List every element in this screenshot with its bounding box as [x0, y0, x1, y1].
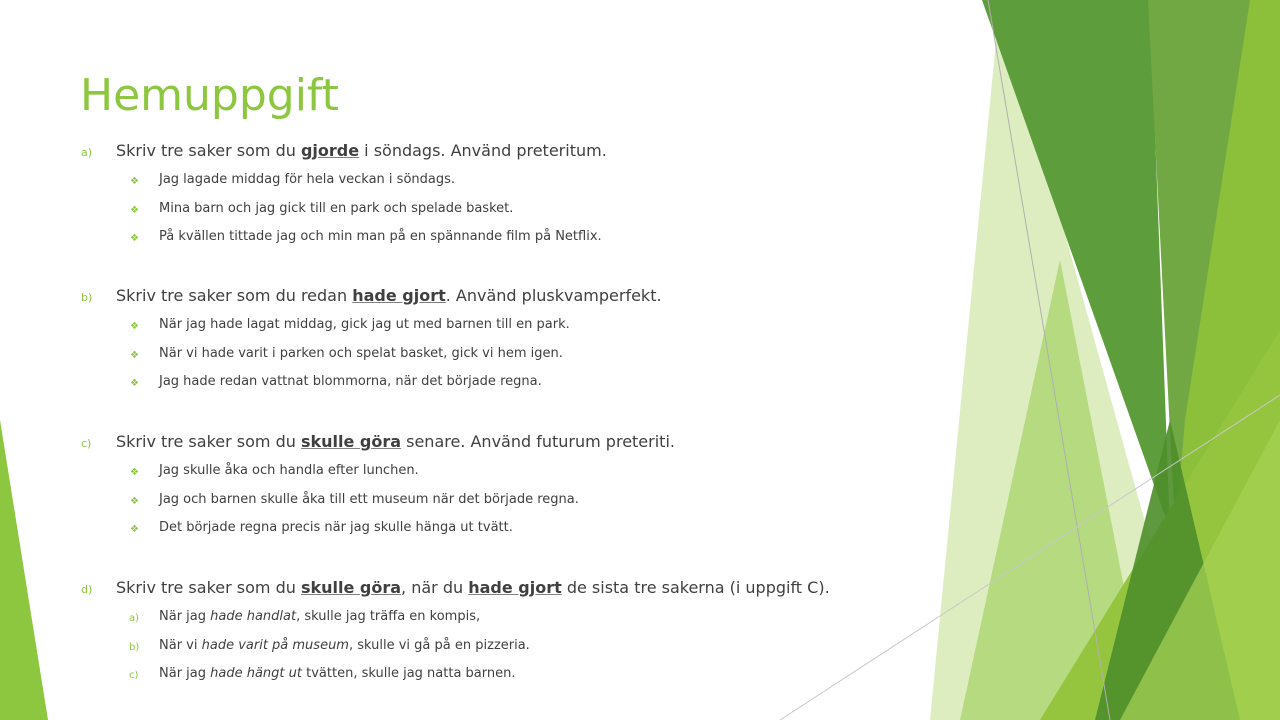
question-a: Skriv tre saker som du gjorde i söndags. Använd preteritum.	[116, 141, 607, 160]
example-d1-emphasis: hade handlat	[210, 609, 297, 624]
diamond-bullet-icon: ❖	[130, 467, 139, 478]
example-b3: Jag hade redan vattnat blommorna, när det började regna.	[159, 374, 542, 389]
question-d-marker: d)	[81, 583, 93, 596]
diamond-bullet-icon: ❖	[130, 233, 139, 244]
diamond-bullet-icon: ❖	[130, 205, 139, 216]
question-a-marker: a)	[81, 146, 93, 159]
question-d-keyword-1: skulle göra	[300, 578, 402, 597]
question-d: Skriv tre saker som du skulle göra, när du hade gjort de sista tre sakerna (i uppgift C).	[116, 578, 830, 597]
question-c-marker: c)	[81, 437, 92, 450]
sub-item-marker: c)	[129, 670, 139, 681]
example-b1: När jag hade lagat middag, gick jag ut med barnen till en park.	[159, 317, 570, 332]
example-d3-emphasis: hade hängt ut	[210, 666, 302, 681]
example-a1: Jag lagade middag för hela veckan i söndags.	[159, 172, 456, 187]
diamond-bullet-icon: ❖	[130, 524, 139, 535]
diamond-bullet-icon: ❖	[130, 321, 139, 332]
question-d-keyword-2: hade gjort	[468, 578, 562, 597]
example-c2: Jag och barnen skulle åka till ett museum när det började regna.	[159, 492, 579, 507]
question-c-keyword: skulle göra	[300, 432, 402, 451]
example-c1: Jag skulle åka och handla efter lunchen.	[159, 463, 419, 478]
example-d1: När jag hade handlat, skulle jag träffa en kompis,	[159, 609, 481, 624]
sub-item-marker: b)	[129, 642, 140, 653]
example-b2: När vi hade varit i parken och spelat basket, gick vi hem igen.	[159, 346, 563, 361]
example-d2: När vi hade varit på museum, skulle vi gå på en pizzeria.	[159, 638, 530, 653]
sub-item-marker: a)	[129, 613, 140, 624]
example-a3: På kvällen tittade jag och min man på en spännande film på Netflix.	[159, 229, 602, 244]
diamond-bullet-icon: ❖	[130, 378, 139, 389]
question-b-marker: b)	[81, 291, 93, 304]
question-c: Skriv tre saker som du skulle göra senare. Använd futurum preteriti.	[116, 432, 675, 451]
diamond-bullet-icon: ❖	[130, 496, 139, 507]
diamond-bullet-icon: ❖	[130, 176, 139, 187]
example-d3: När jag hade hängt ut tvätten, skulle jag natta barnen.	[159, 666, 516, 681]
left-green-sliver	[0, 420, 48, 720]
slide-title: Hemuppgift	[80, 70, 339, 121]
example-a2: Mina barn och jag gick till en park och spelade basket.	[159, 201, 514, 216]
example-d2-emphasis: hade varit på museum	[201, 638, 349, 653]
diamond-bullet-icon: ❖	[130, 350, 139, 361]
question-a-keyword: gjorde	[300, 141, 360, 160]
example-c3: Det började regna precis när jag skulle hänga ut tvätt.	[159, 520, 513, 535]
question-b: Skriv tre saker som du redan hade gjort. Använd pluskvamperfekt.	[116, 286, 662, 305]
question-b-keyword: hade gjort	[352, 286, 446, 305]
